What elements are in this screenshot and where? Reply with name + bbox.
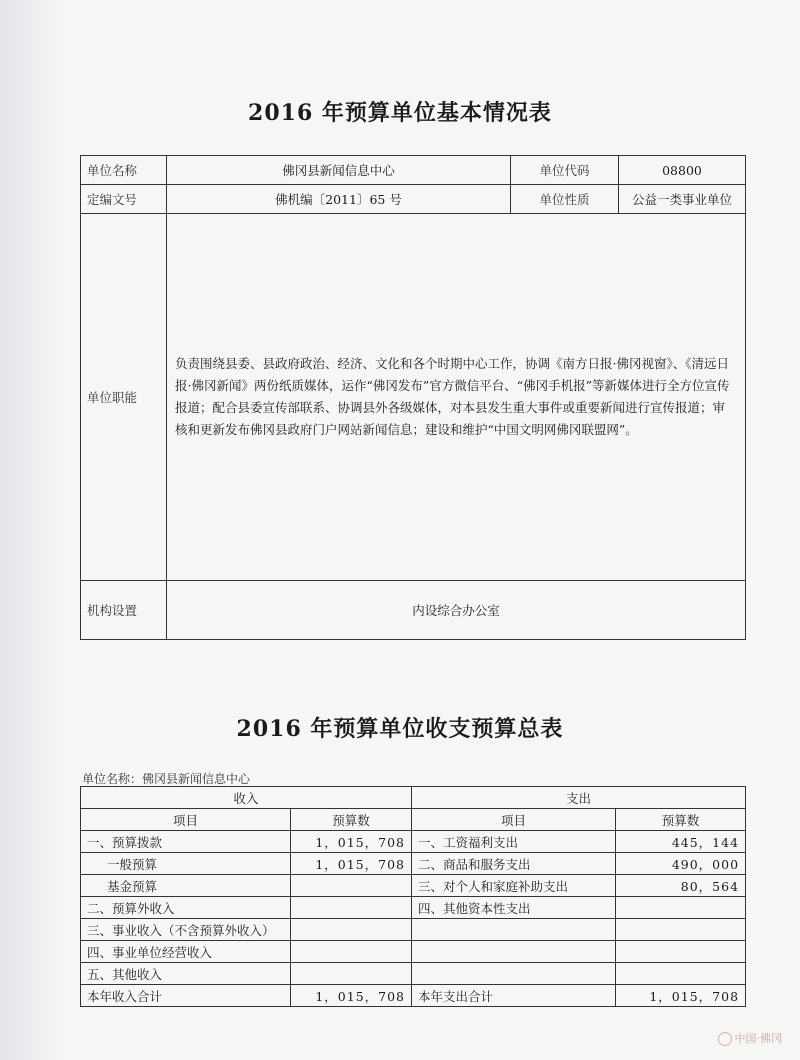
expense-item: 一、工资福利支出 [412,831,616,853]
income-item: 一般预算 [81,853,291,875]
table-row [81,831,746,853]
income-item: 二、预算外收入 [81,897,291,919]
expense-item-header: 项目 [412,809,616,831]
table-header-row [81,809,746,831]
income-amount [291,941,412,963]
expense-amount [616,897,746,919]
table-row [81,919,746,941]
budget-unit-name: 单位名称：佛冈县新闻信息中心 [82,772,251,786]
unit-nature-value: 公益一类事业单位 [619,185,746,214]
income-item: 基金预算 [81,875,291,897]
income-total-label: 本年收入合计 [81,985,291,1007]
expense-amount: 490，000 [616,853,746,875]
income-amount [291,875,412,897]
expense-item: 二、商品和服务支出 [412,853,616,875]
income-amount [291,897,412,919]
org-label: 机构设置 [81,581,167,640]
table-row [81,897,746,919]
table-row [81,214,746,581]
expense-amount: 445，144 [616,831,746,853]
income-total-amount: 1，015，708 [291,985,412,1007]
duty-label: 单位职能 [81,214,167,581]
expense-item: 四、其他资本性支出 [412,897,616,919]
table-total-row [81,985,746,1007]
budget-summary-table [80,786,746,1007]
unit-name-label: 单位名称 [81,156,167,185]
expense-amount-header: 预算数 [616,809,746,831]
income-amount: 1，015，708 [291,853,412,875]
scan-edge-shadow [0,0,70,1060]
org-value: 内设综合办公室 [167,581,746,640]
expense-amount [616,941,746,963]
income-item: 四、事业单位经营收入 [81,941,291,963]
table-row [81,156,746,185]
expense-amount: 80，564 [616,875,746,897]
expense-item [412,963,616,985]
income-amount-header: 预算数 [291,809,412,831]
duty-text: 负责围绕县委、县政府政治、经济、文化和各个时期中心工作，协调《南方日报·佛冈视窗》、《清远日报·佛冈新闻》两份纸质媒体，运作“佛冈发布”官方微信平台、“佛冈手机报”等新媒体进行全方位宣传报道；配合县委宣传部联系、协调县外各级媒体，对本县发生重大事件或重要新闻进行宣传报道；审核和更新发布佛冈县政府门户网站新闻信息；建设和维护“中国文明网佛冈联盟网”。 [167,214,746,581]
table-header-row [81,787,746,809]
basic-info-table [80,155,746,640]
expense-total-label: 本年支出合计 [412,985,616,1007]
doc-no-label: 定编文号 [81,185,167,214]
expense-total-amount: 1，015，708 [616,985,746,1007]
income-header: 收入 [81,787,412,809]
table-row [81,853,746,875]
income-amount [291,919,412,941]
income-item: 三、事业收入（不含预算外收入） [81,919,291,941]
income-amount [291,963,412,985]
unit-code-label: 单位代码 [511,156,619,185]
watermark-logo-icon [718,1032,732,1046]
table-row [81,185,746,214]
doc-no-value: 佛机编〔2011〕65 号 [167,185,511,214]
income-item-header: 项目 [81,809,291,831]
expense-item [412,919,616,941]
site-watermark [718,1030,783,1046]
table-row [81,941,746,963]
budget-summary-title: 2016 年预算单位收支预算总表 [236,716,564,742]
income-item: 一、预算拨款 [81,831,291,853]
expense-amount [616,963,746,985]
unit-code-value: 08800 [619,156,746,185]
unit-name-value: 佛冈县新闻信息中心 [167,156,511,185]
table-row [81,581,746,640]
expense-item: 三、对个人和家庭补助支出 [412,875,616,897]
watermark-text: 中国·佛冈 [734,1032,782,1045]
expense-header: 支出 [412,787,746,809]
expense-item [412,941,616,963]
expense-amount [616,919,746,941]
income-item: 五、其他收入 [81,963,291,985]
unit-nature-label: 单位性质 [511,185,619,214]
income-amount: 1，015，708 [291,831,412,853]
table-row [81,875,746,897]
table-row [81,963,746,985]
basic-info-title: 2016 年预算单位基本情况表 [248,100,552,126]
